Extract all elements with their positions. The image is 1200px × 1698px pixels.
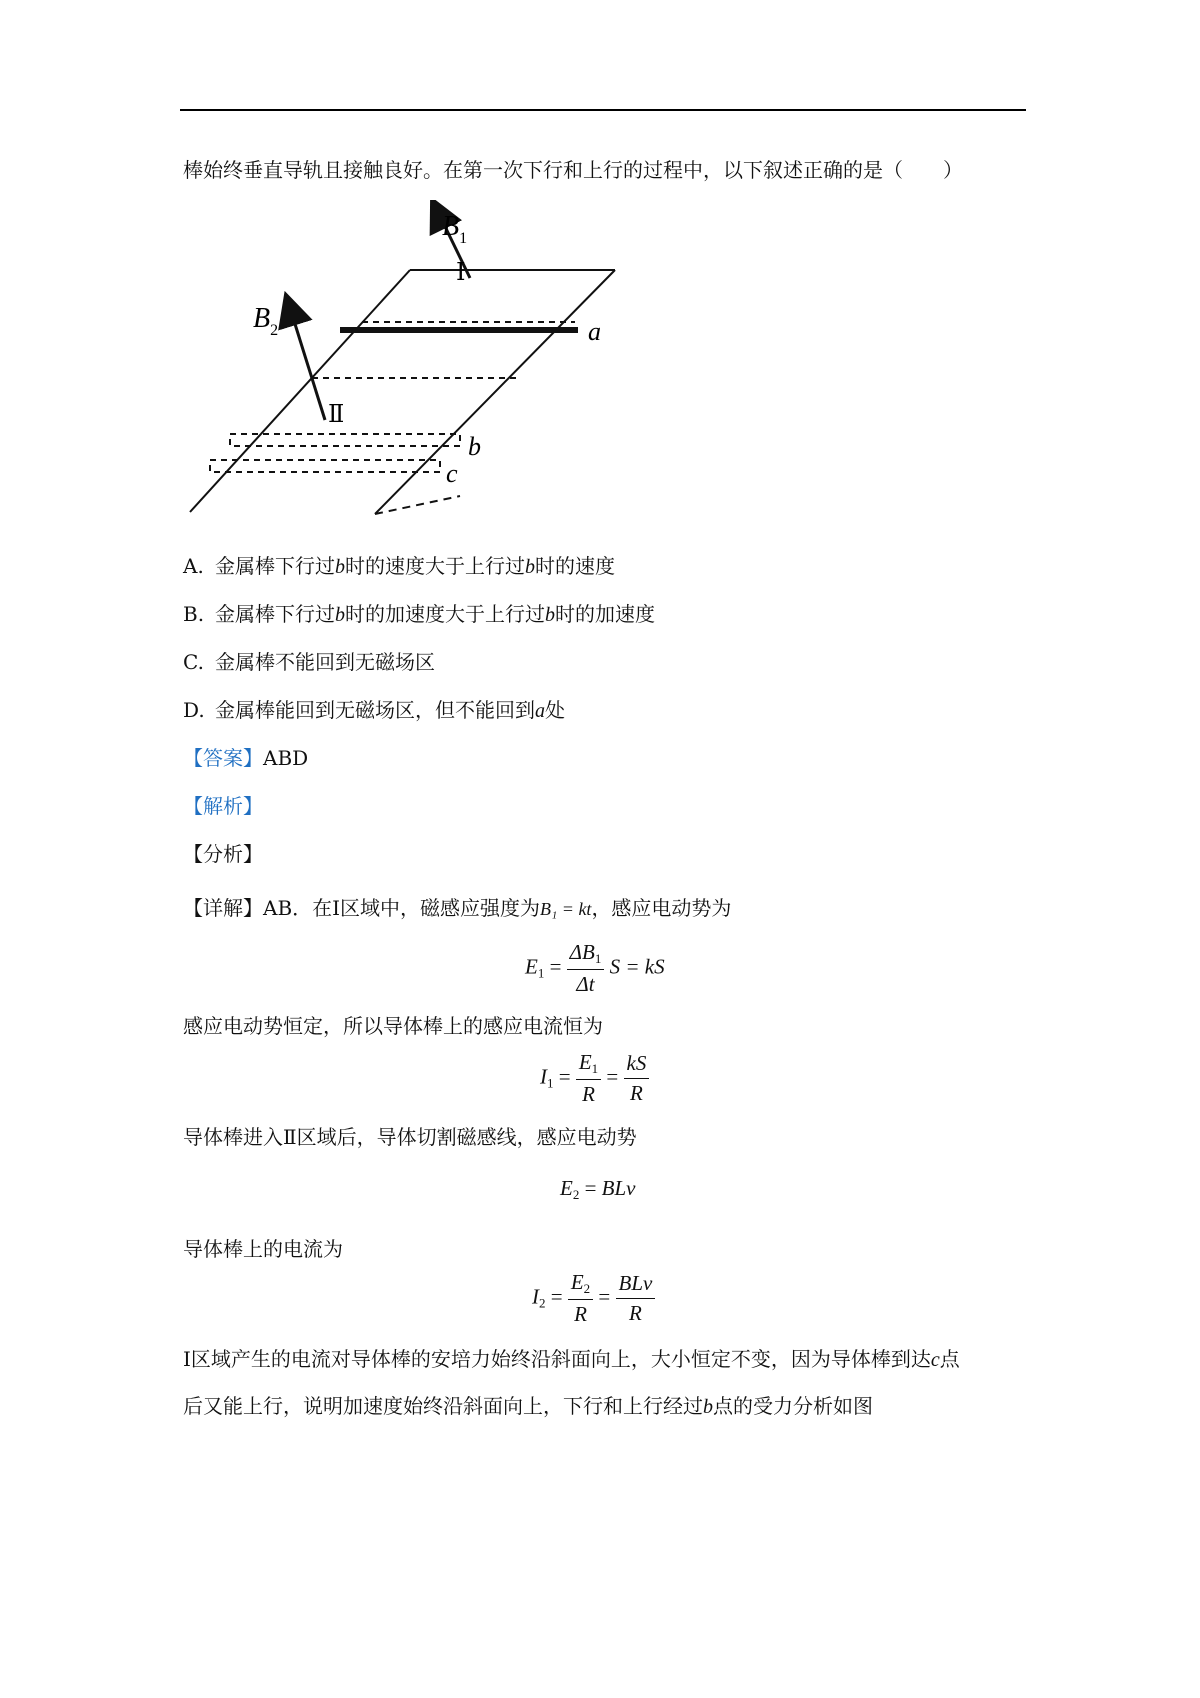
- header-rule: [180, 109, 1026, 111]
- equation-e1: $E_1$ = $\frac{\Delta B_1}{\Delta t}$ S = kS: [525, 940, 665, 996]
- question-stem: 棒始终垂直导轨且接触良好。在第一次下行和上行的过程中，以下叙述正确的是（ ）: [183, 158, 963, 182]
- label-b2: $B_2$: [253, 303, 279, 339]
- analysis-tag: 【解析】: [183, 794, 263, 818]
- label-b1: $B_1$: [442, 211, 468, 247]
- label-region1: Ⅰ: [456, 260, 466, 286]
- rail-right: [375, 270, 615, 514]
- equation-e2: $E_2$ = BLv: [560, 1176, 636, 1202]
- rail-left: [190, 270, 410, 512]
- detail-line-3: 导体棒进入Ⅱ区域后，导体切割磁感线，感应电动势: [183, 1125, 637, 1149]
- b2-field-arrow: [290, 308, 325, 420]
- label-a: a: [588, 317, 601, 346]
- position-b-marker: [230, 434, 460, 446]
- rail-bottom-dashed: [375, 496, 460, 514]
- option-d: D. 金属棒能回到无磁场区，但不能回到a处: [183, 698, 565, 722]
- equation-i1: $I_1$ = $\frac{E_1}{R}$ = $\frac{kS}{R}$: [540, 1050, 649, 1107]
- detail-line-4: 导体棒上的电流为: [183, 1237, 343, 1261]
- inclined-rails-figure: [170, 200, 770, 530]
- fenxi-tag: 【分析】: [183, 842, 263, 866]
- label-b: b: [468, 432, 481, 461]
- option-a: A. 金属棒下行过b时的速度大于上行过b时的速度: [183, 554, 615, 578]
- label-c: c: [446, 459, 458, 488]
- position-c-marker: [210, 460, 440, 472]
- detail-line-2: 感应电动势恒定，所以导体棒上的感应电流恒为: [183, 1014, 603, 1038]
- detail-line-1: 【详解】AB．在Ⅰ区域中，磁感应强度为B₁ = kt，感应电动势为: [183, 896, 732, 920]
- detail-line-5: Ⅰ区域产生的电流对导体棒的安培力始终沿斜面向上，大小恒定不变，因为导体棒到达c点: [183, 1347, 960, 1371]
- equation-i2: $I_2$ = $\frac{E_2}{R}$ = $\frac{\text{BLv}}{R}$: [532, 1270, 655, 1327]
- detail-line-6: 后又能上行，说明加速度始终沿斜面向上，下行和上行经过b点的受力分析如图: [183, 1394, 873, 1418]
- answer-line: 【答案】ABD: [183, 746, 309, 770]
- label-region2: Ⅱ: [328, 402, 345, 428]
- option-c: C. 金属棒不能回到无磁场区: [183, 650, 435, 674]
- option-b: B. 金属棒下行过b时的加速度大于上行过b时的加速度: [183, 602, 655, 626]
